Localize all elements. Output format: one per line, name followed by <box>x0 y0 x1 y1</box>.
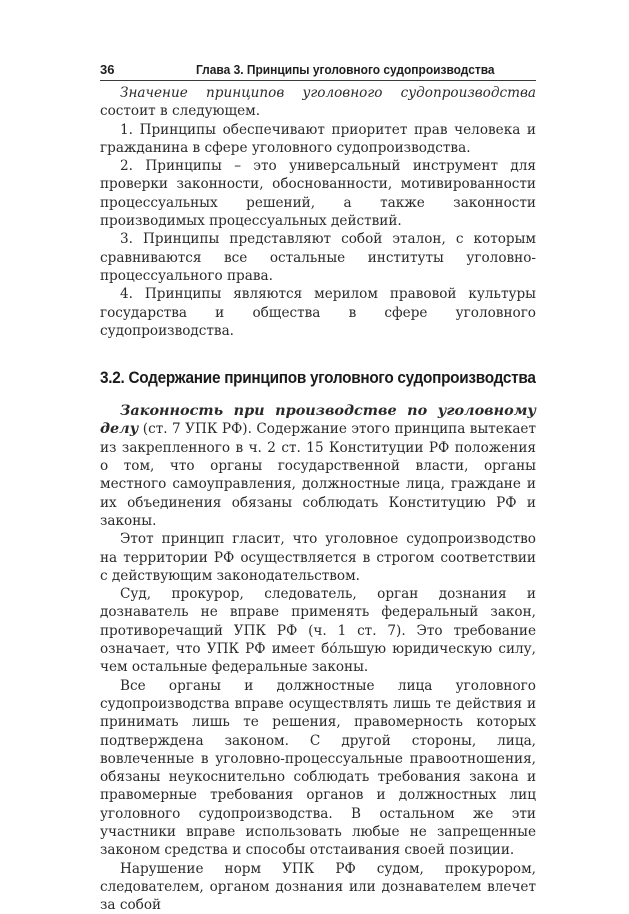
page-number: 36 <box>100 62 115 77</box>
principle-point-1: 1. Принципы обеспечивают приоритет прав человека и гражданина в сфере уголовного судопроизводства. <box>100 121 536 156</box>
principle-point-4: 4. Принципы являются мерилом правовой культуры государства и общества в сфере уголовного судопроизводства. <box>100 286 536 339</box>
section-title: 3.2. Содержание принципов уголовного судопроизводства <box>100 369 536 388</box>
running-title: Глава 3. Принципы уголовного судопроизводства <box>196 62 495 77</box>
principle-point-2: 2. Принципы – это универсальный инструмент для проверки законности, обоснованности, мотивированности процессуальных решений, а также законности производимых процессуальных действий. <box>100 158 536 230</box>
section-paragraph-2: Этот принцип гласит, что уголовное судопроизводство на территории РФ осуществляется в строгом соответствии с действующим законодательством. <box>100 531 536 584</box>
section-paragraph-1-lead: Законность при производстве по уголовному делу <box>100 402 536 438</box>
section-paragraph-5: Нарушение норм УПК РФ судом, прокурором, следователем, органом дознания или дознавателем влечет за собой <box>100 860 536 914</box>
header-rule <box>100 80 536 81</box>
section-paragraph-3: Суд, прокурор, следователь, орган дознания и дознаватель не вправе применять федеральный закон, противоречащий УПК РФ (ч. 1 ст. 7). Это требование означает, что УПК РФ имеет бо́льшую юридическую силу, чем остальные федеральные законы. <box>100 586 536 676</box>
section-paragraph-1-rest: (ст. 7 УПК РФ). Содержание этого принципа вытекает из закрепленного в ч. 2 ст. 15 Конституции РФ положения о том, что органы государственной власти, органы местного самоуправления, должностные лица, граждане и их объединения обязаны соблюдать Конституцию РФ и законы. <box>100 421 536 529</box>
section-paragraph-1 <box>100 402 536 530</box>
intro-lead-rest: состоит в следующем. <box>100 103 261 120</box>
principle-point-3: 3. Принципы представляют собой эталон, с которым сравниваются все остальные институты уголовно-процессуального права. <box>100 231 536 284</box>
page-body <box>100 84 536 914</box>
intro-paragraph <box>100 84 536 121</box>
section-paragraph-4: Все органы и должностные лица уголовного судопроизводства вправе осуществлять лишь те действия и принимать лишь те решения, правомерность которых подтверждена законом. С другой стороны, лица, вовлеченные в уголовно-процессуальные правоотношения, обязаны неукоснительно соблюдать требования закона и правомерные требования органов и должностных лиц уголовного судопроизводства. В остальном же эти участники вправе использовать любые не запрещенные законом средства и способы отстаивания своей позиции. <box>100 677 536 859</box>
intro-lead: Значение принципов уголовного судопроизводства <box>120 85 536 101</box>
running-head <box>100 60 535 80</box>
